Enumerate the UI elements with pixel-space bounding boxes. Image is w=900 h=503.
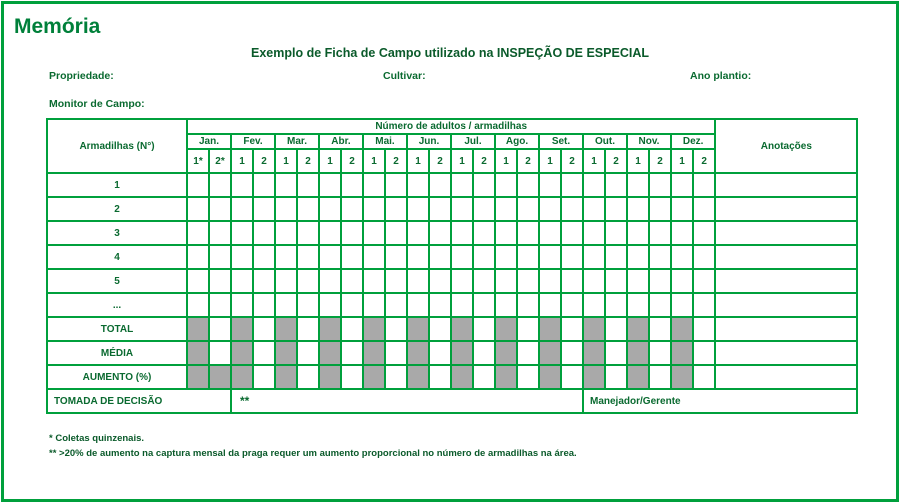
count-cell[interactable]	[671, 293, 693, 317]
shaded-cell	[407, 341, 429, 365]
trap-number: 4	[47, 245, 187, 269]
fortnight-header: 2	[605, 149, 627, 173]
count-cell[interactable]	[319, 269, 341, 293]
month-header: Fev.	[231, 134, 275, 149]
count-cell[interactable]	[627, 293, 649, 317]
month-header: Set.	[539, 134, 583, 149]
fortnight-header: 1*	[187, 149, 209, 173]
table-body	[47, 119, 857, 413]
manejador-field[interactable]: Manejador/Gerente	[583, 389, 857, 413]
summary-cell[interactable]	[605, 317, 627, 341]
total-row	[47, 317, 857, 341]
count-cell[interactable]	[429, 221, 451, 245]
footnote-2: ** >20% de aumento na captura mensal da praga requer um aumento proporcional no número de armadilhas na área.	[49, 448, 577, 459]
fortnight-header: 1	[319, 149, 341, 173]
count-cell[interactable]	[583, 173, 605, 197]
decisao-field[interactable]: **	[231, 389, 583, 413]
fortnight-header: 1	[671, 149, 693, 173]
count-cell[interactable]	[649, 293, 671, 317]
count-cell[interactable]	[253, 293, 275, 317]
fortnight-header: 2	[473, 149, 495, 173]
count-cell[interactable]	[209, 269, 231, 293]
count-cell[interactable]	[517, 245, 539, 269]
notes-cell[interactable]	[715, 341, 857, 365]
count-cell[interactable]	[297, 221, 319, 245]
count-cell[interactable]	[341, 269, 363, 293]
total-label: TOTAL	[47, 317, 187, 341]
month-header: Ago.	[495, 134, 539, 149]
summary-cell[interactable]	[561, 365, 583, 389]
count-cell[interactable]	[605, 197, 627, 221]
armadilhas-header: Armadilhas (N°)	[47, 119, 187, 173]
count-cell[interactable]	[385, 269, 407, 293]
count-cell[interactable]	[187, 197, 209, 221]
summary-cell[interactable]	[253, 317, 275, 341]
count-cell[interactable]	[473, 245, 495, 269]
count-cell[interactable]	[231, 197, 253, 221]
shaded-cell	[451, 317, 473, 341]
shaded-cell	[231, 341, 253, 365]
shaded-cell	[407, 365, 429, 389]
count-cell[interactable]	[209, 173, 231, 197]
count-cell[interactable]	[561, 245, 583, 269]
count-cell[interactable]	[231, 293, 253, 317]
shaded-cell	[187, 341, 209, 365]
month-header: Out.	[583, 134, 627, 149]
summary-cell[interactable]	[605, 341, 627, 365]
fortnight-header: 2	[253, 149, 275, 173]
ano-plantio-label: Ano plantio:	[690, 70, 752, 82]
count-cell[interactable]	[627, 197, 649, 221]
shaded-cell	[363, 365, 385, 389]
trap-row	[47, 197, 857, 221]
count-cell[interactable]	[627, 221, 649, 245]
fortnight-header: 2	[341, 149, 363, 173]
cultivar-label: Cultivar:	[383, 70, 426, 82]
trap-row	[47, 293, 857, 317]
count-cell[interactable]	[407, 173, 429, 197]
count-cell[interactable]	[363, 173, 385, 197]
count-cell[interactable]	[297, 245, 319, 269]
decision-row	[47, 389, 857, 413]
shaded-cell	[539, 317, 561, 341]
summary-cell[interactable]	[429, 365, 451, 389]
count-cell[interactable]	[517, 197, 539, 221]
count-cell[interactable]	[341, 245, 363, 269]
fortnight-header: 1	[627, 149, 649, 173]
shaded-cell	[539, 365, 561, 389]
count-cell[interactable]	[187, 173, 209, 197]
trap-number: 5	[47, 269, 187, 293]
count-cell[interactable]	[473, 197, 495, 221]
count-cell[interactable]	[187, 269, 209, 293]
shaded-cell	[671, 365, 693, 389]
count-cell[interactable]	[495, 245, 517, 269]
summary-cell[interactable]	[649, 341, 671, 365]
trap-number: 2	[47, 197, 187, 221]
count-cell[interactable]	[671, 245, 693, 269]
count-cell[interactable]	[341, 197, 363, 221]
shaded-cell	[583, 317, 605, 341]
count-cell[interactable]	[275, 173, 297, 197]
summary-cell[interactable]	[473, 365, 495, 389]
count-cell[interactable]	[275, 269, 297, 293]
fortnight-header: 2	[693, 149, 715, 173]
count-cell[interactable]	[583, 245, 605, 269]
shaded-cell	[209, 365, 231, 389]
count-cell[interactable]	[473, 269, 495, 293]
fortnight-header: 1	[231, 149, 253, 173]
propriedade-label: Propriedade:	[49, 70, 114, 82]
count-cell[interactable]	[649, 197, 671, 221]
notes-cell[interactable]	[715, 197, 857, 221]
count-cell[interactable]	[275, 221, 297, 245]
monitor-label: Monitor de Campo:	[49, 98, 145, 110]
trap-number: ...	[47, 293, 187, 317]
count-cell[interactable]	[583, 269, 605, 293]
fortnight-header: 1	[363, 149, 385, 173]
count-cell[interactable]	[693, 221, 715, 245]
count-cell[interactable]	[231, 173, 253, 197]
count-cell[interactable]	[517, 269, 539, 293]
count-cell[interactable]	[605, 221, 627, 245]
shaded-cell	[231, 365, 253, 389]
shaded-cell	[275, 365, 297, 389]
count-cell[interactable]	[231, 269, 253, 293]
count-cell[interactable]	[473, 173, 495, 197]
summary-cell[interactable]	[209, 341, 231, 365]
count-cell[interactable]	[385, 293, 407, 317]
fortnight-header: 2	[517, 149, 539, 173]
count-cell[interactable]	[451, 197, 473, 221]
count-cell[interactable]	[341, 221, 363, 245]
count-cell[interactable]	[539, 245, 561, 269]
summary-cell[interactable]	[561, 317, 583, 341]
count-cell[interactable]	[495, 173, 517, 197]
month-header: Jun.	[407, 134, 451, 149]
count-cell[interactable]	[363, 197, 385, 221]
count-cell[interactable]	[363, 269, 385, 293]
count-cell[interactable]	[319, 293, 341, 317]
notes-cell[interactable]	[715, 269, 857, 293]
count-cell[interactable]	[407, 197, 429, 221]
fortnight-header: 1	[539, 149, 561, 173]
media-row	[47, 341, 857, 365]
notes-cell[interactable]	[715, 293, 857, 317]
count-cell[interactable]	[429, 245, 451, 269]
count-cell[interactable]	[363, 221, 385, 245]
shaded-cell	[671, 317, 693, 341]
count-cell[interactable]	[517, 293, 539, 317]
summary-cell[interactable]	[649, 317, 671, 341]
shaded-cell	[319, 341, 341, 365]
count-cell[interactable]	[319, 197, 341, 221]
count-cell[interactable]	[231, 221, 253, 245]
trap-row	[47, 245, 857, 269]
footnote-1: * Coletas quinzenais.	[49, 433, 145, 444]
count-cell[interactable]	[187, 245, 209, 269]
summary-cell[interactable]	[517, 317, 539, 341]
count-cell[interactable]	[561, 221, 583, 245]
shaded-cell	[495, 317, 517, 341]
summary-cell[interactable]	[253, 341, 275, 365]
shaded-cell	[275, 341, 297, 365]
fortnight-header: 1	[407, 149, 429, 173]
count-cell[interactable]	[209, 221, 231, 245]
shaded-cell	[363, 317, 385, 341]
media-label: MÉDIA	[47, 341, 187, 365]
count-cell[interactable]	[671, 221, 693, 245]
count-cell[interactable]	[209, 245, 231, 269]
fortnight-header: 2	[649, 149, 671, 173]
count-cell[interactable]	[231, 245, 253, 269]
fortnight-header: 2	[385, 149, 407, 173]
count-cell[interactable]	[407, 245, 429, 269]
aumento-row	[47, 365, 857, 389]
count-cell[interactable]	[341, 173, 363, 197]
fortnight-header: 1	[583, 149, 605, 173]
fortnight-header: 2	[429, 149, 451, 173]
count-cell[interactable]	[583, 221, 605, 245]
fortnight-header: 1	[275, 149, 297, 173]
summary-cell[interactable]	[297, 365, 319, 389]
count-cell[interactable]	[495, 269, 517, 293]
shaded-cell	[275, 317, 297, 341]
count-cell[interactable]	[451, 245, 473, 269]
summary-cell[interactable]	[341, 317, 363, 341]
month-header: Abr.	[319, 134, 363, 149]
count-cell[interactable]	[187, 221, 209, 245]
shaded-cell	[671, 341, 693, 365]
numero-adultos-header: Número de adultos / armadilhas	[187, 119, 715, 134]
shaded-cell	[583, 341, 605, 365]
count-cell[interactable]	[693, 173, 715, 197]
count-cell[interactable]	[627, 245, 649, 269]
count-cell[interactable]	[429, 269, 451, 293]
count-cell[interactable]	[407, 269, 429, 293]
trap-number: 1	[47, 173, 187, 197]
summary-cell[interactable]	[517, 365, 539, 389]
count-cell[interactable]	[517, 173, 539, 197]
notes-cell[interactable]	[715, 173, 857, 197]
fortnight-header: 1	[451, 149, 473, 173]
count-cell[interactable]	[451, 293, 473, 317]
count-cell[interactable]	[605, 173, 627, 197]
count-cell[interactable]	[539, 269, 561, 293]
trap-number: 3	[47, 221, 187, 245]
count-cell[interactable]	[363, 245, 385, 269]
count-cell[interactable]	[495, 221, 517, 245]
fortnight-header: 1	[495, 149, 517, 173]
count-cell[interactable]	[583, 197, 605, 221]
anotacoes-header: Anotações	[715, 119, 857, 173]
count-cell[interactable]	[297, 197, 319, 221]
count-cell[interactable]	[319, 173, 341, 197]
trap-row	[47, 173, 857, 197]
summary-cell[interactable]	[473, 341, 495, 365]
count-cell[interactable]	[275, 245, 297, 269]
shaded-cell	[407, 317, 429, 341]
aumento-label: AUMENTO (%)	[47, 365, 187, 389]
summary-cell[interactable]	[561, 341, 583, 365]
header-row	[47, 119, 857, 134]
count-cell[interactable]	[693, 197, 715, 221]
fortnight-header: 2	[561, 149, 583, 173]
summary-cell[interactable]	[253, 365, 275, 389]
count-cell[interactable]	[209, 197, 231, 221]
count-cell[interactable]	[253, 221, 275, 245]
shaded-cell	[451, 365, 473, 389]
notes-cell[interactable]	[715, 317, 857, 341]
notes-cell[interactable]	[715, 365, 857, 389]
summary-cell[interactable]	[385, 341, 407, 365]
summary-cell[interactable]	[693, 365, 715, 389]
summary-cell[interactable]	[517, 341, 539, 365]
shaded-cell	[187, 317, 209, 341]
count-cell[interactable]	[451, 173, 473, 197]
trap-row	[47, 221, 857, 245]
count-cell[interactable]	[407, 293, 429, 317]
shaded-cell	[187, 365, 209, 389]
month-header: Jan.	[187, 134, 231, 149]
count-cell[interactable]	[693, 293, 715, 317]
summary-cell[interactable]	[341, 341, 363, 365]
page-title: Memória	[14, 15, 101, 38]
count-cell[interactable]	[319, 221, 341, 245]
count-cell[interactable]	[473, 293, 495, 317]
count-cell[interactable]	[385, 173, 407, 197]
notes-cell[interactable]	[715, 221, 857, 245]
count-cell[interactable]	[385, 221, 407, 245]
count-cell[interactable]	[671, 269, 693, 293]
count-cell[interactable]	[253, 245, 275, 269]
count-cell[interactable]	[539, 197, 561, 221]
summary-cell[interactable]	[693, 317, 715, 341]
count-cell[interactable]	[451, 221, 473, 245]
shaded-cell	[319, 365, 341, 389]
count-cell[interactable]	[341, 293, 363, 317]
summary-cell[interactable]	[209, 317, 231, 341]
count-cell[interactable]	[693, 269, 715, 293]
notes-cell[interactable]	[715, 245, 857, 269]
count-cell[interactable]	[253, 173, 275, 197]
count-cell[interactable]	[561, 293, 583, 317]
count-cell[interactable]	[561, 197, 583, 221]
count-cell[interactable]	[693, 245, 715, 269]
count-cell[interactable]	[517, 221, 539, 245]
count-cell[interactable]	[429, 173, 451, 197]
field-sheet-table	[46, 118, 858, 414]
count-cell[interactable]	[495, 197, 517, 221]
count-cell[interactable]	[275, 293, 297, 317]
count-cell[interactable]	[649, 269, 671, 293]
count-cell[interactable]	[253, 197, 275, 221]
count-cell[interactable]	[385, 197, 407, 221]
shaded-cell	[363, 341, 385, 365]
fortnight-header: 2*	[209, 149, 231, 173]
count-cell[interactable]	[649, 173, 671, 197]
count-cell[interactable]	[429, 197, 451, 221]
month-header: Jul.	[451, 134, 495, 149]
count-cell[interactable]	[297, 293, 319, 317]
shaded-cell	[627, 341, 649, 365]
count-cell[interactable]	[539, 221, 561, 245]
count-cell[interactable]	[253, 269, 275, 293]
count-cell[interactable]	[605, 245, 627, 269]
shaded-cell	[627, 317, 649, 341]
summary-cell[interactable]	[429, 317, 451, 341]
count-cell[interactable]	[561, 269, 583, 293]
count-cell[interactable]	[429, 293, 451, 317]
count-cell[interactable]	[451, 269, 473, 293]
shaded-cell	[451, 341, 473, 365]
month-header: Dez.	[671, 134, 715, 149]
count-cell[interactable]	[363, 293, 385, 317]
summary-cell[interactable]	[297, 341, 319, 365]
count-cell[interactable]	[583, 293, 605, 317]
count-cell[interactable]	[297, 173, 319, 197]
summary-cell[interactable]	[385, 317, 407, 341]
count-cell[interactable]	[275, 197, 297, 221]
count-cell[interactable]	[539, 173, 561, 197]
count-cell[interactable]	[473, 221, 495, 245]
shaded-cell	[627, 365, 649, 389]
count-cell[interactable]	[649, 221, 671, 245]
summary-cell[interactable]	[429, 341, 451, 365]
count-cell[interactable]	[539, 293, 561, 317]
shaded-cell	[539, 341, 561, 365]
summary-cell[interactable]	[297, 317, 319, 341]
count-cell[interactable]	[649, 245, 671, 269]
summary-cell[interactable]	[473, 317, 495, 341]
summary-cell[interactable]	[341, 365, 363, 389]
count-cell[interactable]	[297, 269, 319, 293]
count-cell[interactable]	[605, 293, 627, 317]
shaded-cell	[583, 365, 605, 389]
month-header: Mar.	[275, 134, 319, 149]
count-cell[interactable]	[495, 293, 517, 317]
count-cell[interactable]	[561, 173, 583, 197]
count-cell[interactable]	[671, 173, 693, 197]
shaded-cell	[319, 317, 341, 341]
count-cell[interactable]	[671, 197, 693, 221]
count-cell[interactable]	[627, 173, 649, 197]
fortnight-header: 2	[297, 149, 319, 173]
count-cell[interactable]	[605, 269, 627, 293]
summary-cell[interactable]	[649, 365, 671, 389]
shaded-cell	[495, 341, 517, 365]
summary-cell[interactable]	[385, 365, 407, 389]
month-header: Mai.	[363, 134, 407, 149]
summary-cell[interactable]	[605, 365, 627, 389]
summary-cell[interactable]	[693, 341, 715, 365]
form-subtitle: Exemplo de Ficha de Campo utilizado na INSPEÇÃO DE ESPECIAL	[251, 46, 649, 60]
count-cell[interactable]	[385, 245, 407, 269]
trap-row	[47, 269, 857, 293]
count-cell[interactable]	[187, 293, 209, 317]
count-cell[interactable]	[627, 269, 649, 293]
count-cell[interactable]	[209, 293, 231, 317]
count-cell[interactable]	[407, 221, 429, 245]
decisao-label: TOMADA DE DECISÃO	[47, 389, 231, 413]
month-header: Nov.	[627, 134, 671, 149]
shaded-cell	[231, 317, 253, 341]
shaded-cell	[495, 365, 517, 389]
count-cell[interactable]	[319, 245, 341, 269]
